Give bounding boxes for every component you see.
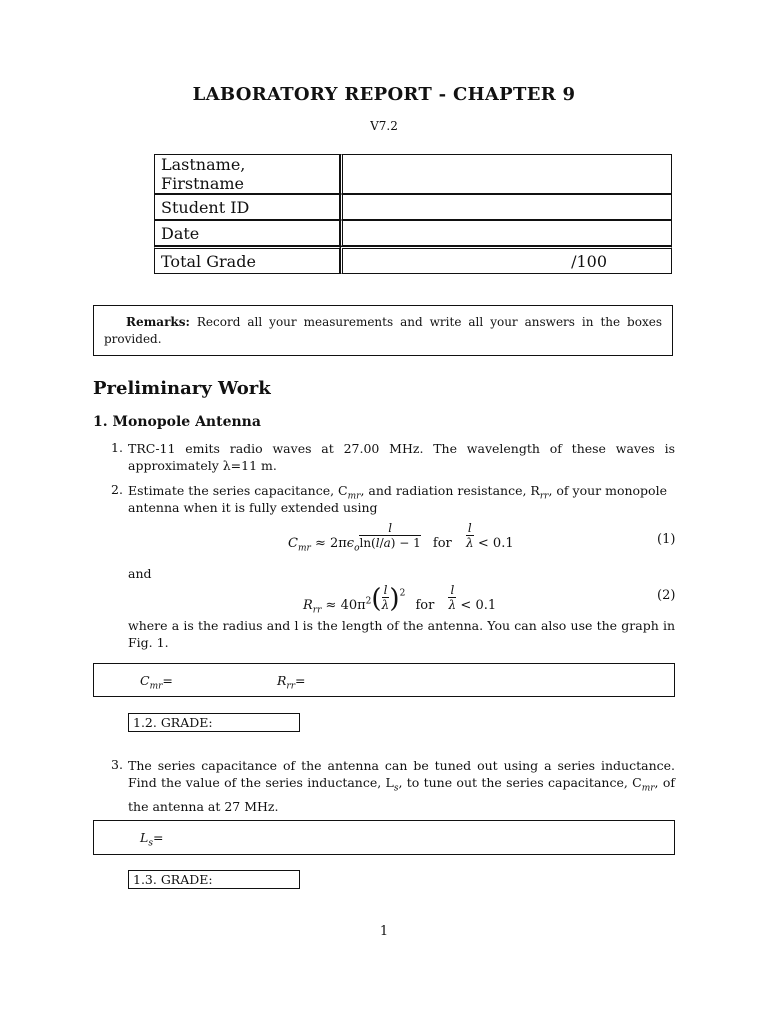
report-title: LABORATORY REPORT - CHAPTER 9 bbox=[192, 84, 576, 105]
item1-number: 1. bbox=[111, 440, 123, 455]
and-text: and bbox=[128, 566, 152, 581]
version-label: V7.2 bbox=[370, 119, 398, 133]
info-row-date bbox=[154, 220, 672, 246]
item3-number: 3. bbox=[111, 757, 123, 772]
equation-1: $C_{mr} \approx 2\pi\epsilon_o$ $\frac{l}{\ln(l/a) - 1}$ for $\frac{l}{\lambda}$ < 0.1 bbox=[288, 521, 514, 554]
item3-sub-mr: mr bbox=[641, 783, 655, 794]
info-row-id bbox=[154, 194, 672, 220]
ls-sub: s bbox=[148, 838, 153, 849]
answer-box-1-3[interactable] bbox=[93, 820, 675, 855]
grade-box-1-2[interactable]: 1.2. GRADE: bbox=[128, 713, 300, 732]
rrr-answer-label: $R_{rr}=$ bbox=[277, 673, 306, 692]
item2-text-a: Estimate the series capacitance, C bbox=[128, 483, 348, 498]
item3-text-c: , of the antenna at 27 MHz. bbox=[128, 775, 675, 814]
item2-where-text: where a is the radius and l is the length of the antenna. You can also use the graph in Fig. 1. bbox=[128, 618, 675, 650]
info-row-name bbox=[154, 154, 672, 194]
date-field[interactable] bbox=[340, 220, 672, 246]
remarks-text: Record all your measurements and write all your answers in the boxes provided. bbox=[104, 315, 662, 346]
item3-sub-s: s bbox=[393, 783, 399, 794]
section-title: Preliminary Work bbox=[93, 378, 271, 399]
total-grade-field bbox=[340, 246, 672, 274]
remarks-box bbox=[93, 305, 673, 356]
item2-text-b: , and radiation resistance, R bbox=[360, 483, 540, 498]
ls-letter: L bbox=[140, 830, 149, 845]
item2-number: 2. bbox=[111, 482, 123, 497]
equation-1-number: (1) bbox=[657, 532, 676, 547]
item3-text-b: , to tune out the series capacitance, C bbox=[398, 775, 642, 790]
student-id-field[interactable] bbox=[340, 194, 672, 220]
cmr-answer-label: $C_{mr}=$ bbox=[140, 673, 173, 692]
page-number: 1 bbox=[379, 924, 389, 939]
rrr-letter: R bbox=[277, 673, 287, 688]
info-row-total bbox=[154, 246, 672, 274]
equation-2: $R_{rr} \approx 40\pi^2$( $\frac{l}{\lambda}$ )$^2$ for $\frac{l}{\lambda}$ < 0.1 bbox=[303, 583, 497, 616]
ls-answer-label: $L_s=$ bbox=[140, 830, 164, 849]
item2-line2: antenna when it is fully extended using bbox=[128, 500, 378, 515]
item2-sub-rr: rr bbox=[539, 491, 549, 502]
name-label: Lastname, Firstname bbox=[154, 154, 340, 194]
grade-box-1-3[interactable]: 1.3. GRADE: bbox=[128, 870, 300, 889]
answer-box-1-2[interactable] bbox=[93, 663, 675, 697]
item3-text-a: The series capacitance of the antenna can be tuned out using a series inductance. Find the value of the series inductance, L bbox=[128, 758, 675, 790]
total-grade-value: /100 bbox=[571, 251, 607, 271]
item2-text-c: , of your monopole bbox=[548, 483, 667, 498]
cmr-letter: C bbox=[140, 673, 150, 688]
remarks-label: Remarks: bbox=[126, 315, 190, 329]
date-label: Date bbox=[154, 220, 340, 246]
cmr-sub: mr bbox=[149, 681, 163, 692]
item2-sub-mr: mr bbox=[347, 491, 361, 502]
rrr-sub: rr bbox=[286, 681, 296, 692]
item1-text: TRC-11 emits radio waves at 27.00 MHz. The wavelength of these waves is approximately λ=11 m. bbox=[128, 441, 675, 473]
student-info-table bbox=[154, 154, 672, 274]
equation-2-number: (2) bbox=[657, 588, 676, 603]
student-id-label: Student ID bbox=[154, 194, 340, 220]
total-grade-label: Total Grade bbox=[154, 246, 340, 274]
subsection-title: 1. Monopole Antenna bbox=[93, 414, 261, 430]
name-field[interactable] bbox=[340, 154, 672, 194]
item3-text bbox=[128, 757, 675, 815]
